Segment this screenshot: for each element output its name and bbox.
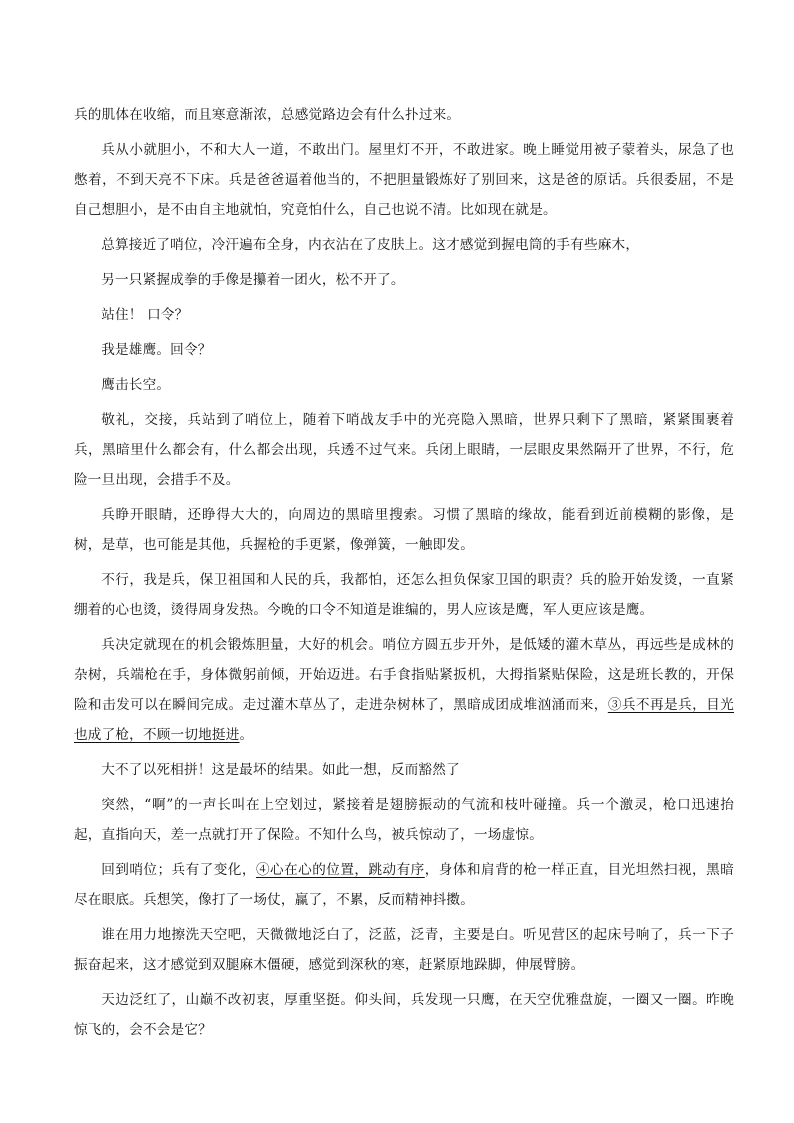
underlined-sentence-3: ③兵不再是兵，目光也成了枪，不顾一切地挺进: [74, 697, 734, 743]
paragraph-7: 鹰击长空。: [101, 377, 171, 393]
paragraph-11: [74, 630, 734, 750]
paragraph-16: 天边泛红了，山巅不改初衷，厚重坚挺。仰头间，兵发现一只鹰，在天空优雅盘旋，一圈又一圈。昨晚惊飞的，会不会是它？: [74, 992, 734, 1038]
paragraph-13: 突然，“啊”的一声长叫在上空划过，紧接着是翅膀振动的气流和枝叶碰撞。兵一个激灵，枪口迅速抬起，直指向天，差一点就打开了保险。不知什么鸟，被兵惊动了，一场虚惊。: [74, 797, 734, 843]
paragraph-10: 不行，我是兵，保卫祖国和人民的兵，我都怕，还怎么担负保家卫国的职责？兵的脸开始发烫，一直紧绷着的心也烫，烫得周身发热。今晚的口令不知道是谁编的，男人应该是鹰，军人更应该是鹰。: [74, 572, 734, 618]
paragraph-14-text: 回到哨位；兵有了变化，: [101, 862, 256, 878]
underlined-sentence-4: ④心在心的位置，跳动有序: [255, 862, 425, 878]
paragraph-6: 我是雄鹰。回令？: [101, 342, 212, 358]
paragraph-12: 大不了以死相拼！这是最坏的结果。如此一想，反而豁然了: [101, 762, 460, 778]
paragraph-2: 兵从小就胆小，不和大人一道，不敢出门。屋里灯不开，不敢进家。晚上睡觉用被子蒙着头，尿急了也憋着，不到天亮不下床。兵是爸爸逼着他当的，不把胆量锻炼好了别回来，这是爸的原话。兵很委屈，不是自己想胆小，是不由自主地就怕，究竟怕什么，自己也说不清。比如现在就是。: [74, 142, 734, 218]
paragraph-9: 兵睁开眼睛，还睁得大大的，向周边的黑暗里搜索。习惯了黑暗的缘故，能看到近前模糊的影像，是树，是草，也可能是其他，兵握枪的手更紧，像弹簧，一触即发。: [74, 507, 734, 553]
paragraph-3: 总算接近了哨位，冷汗遍布全身，内衣沾在了皮肤上。这才感觉到握电筒的手有些麻木，: [101, 237, 640, 253]
paragraph-5: 站住！ 口令？: [101, 307, 189, 323]
paragraph-14: [74, 855, 734, 915]
paragraph-4: 另一只紧握成拳的手像是攥着一团火，松不开了。: [101, 272, 405, 288]
paragraph-8: 敬礼，交接，兵站到了哨位上，随着下哨战友手中的光亮隐入黑暗，世界只剩下了黑暗，紧紧围裹着兵，黑暗里什么都会有，什么都会出现，兵透不过气来。兵闭上眼睛，一层眼皮果然隔开了世界，不行，危险一旦出现，会措手不及。: [74, 412, 734, 488]
paragraph-15: 谁在用力地擦洗天空吧，天微微地泛白了，泛蓝，泛青，主要是白。听见营区的起床号响了，兵一下子振奋起来，这才感觉到双腿麻木僵硬，感觉到深秋的寒，赶紧原地跺脚，伸展臂膀。: [74, 927, 734, 973]
paragraph-14-end: ，身体和肩背的枪一样正直，目光坦然扫视，黑暗尽在眼底。兵想笑，像打了一场仗，赢了，不累，反而精神抖擞。: [74, 862, 734, 908]
paragraph-11-end: 。: [239, 727, 254, 743]
paragraph-1: 兵的肌体在收缩，而且寒意渐浓，总感觉路边会有什么扑过来。: [74, 107, 461, 123]
paragraph-11-text: 兵决定就现在的机会锻炼胆量，大好的机会。哨位方圆五步开外，是低矮的灌木草丛，再远些是成林的杂树，兵端枪在手，身体微躬前倾，开始迈进。右手食指贴紧扳机，大拇指紧贴保险，这是班长教的，开保险和击发可以在瞬间完成。走过灌木草丛了，走进杂树林了，黑暗成团成堆汹涌而来，: [74, 637, 734, 713]
article-body: [74, 100, 734, 1050]
